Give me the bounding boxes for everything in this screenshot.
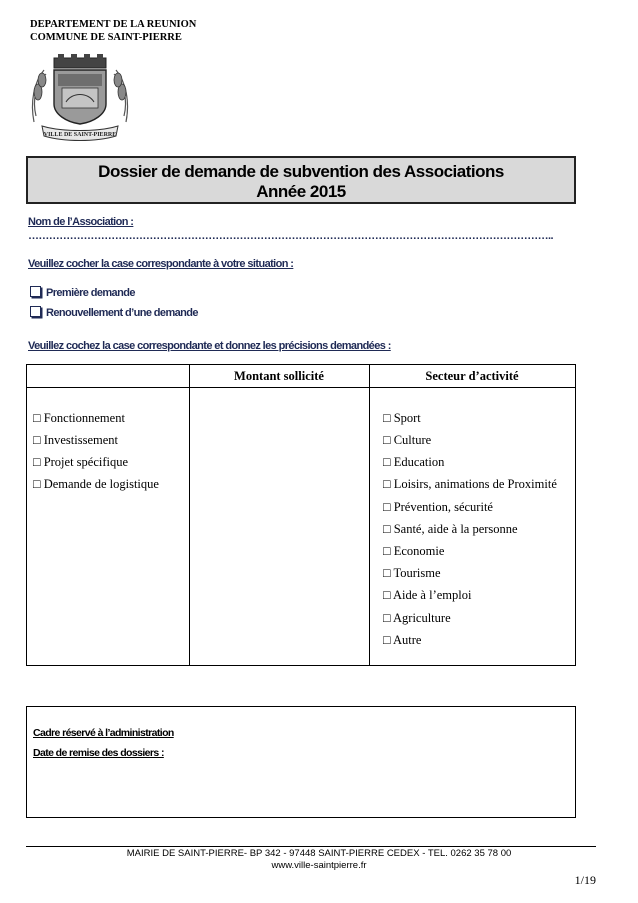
- sector-option[interactable]: [383, 522, 518, 537]
- checkbox-icon[interactable]: □: [383, 522, 391, 536]
- checkbox-icon[interactable]: □: [383, 455, 391, 469]
- sector-option[interactable]: [383, 611, 451, 626]
- sector-option-label: Sport: [393, 411, 421, 425]
- request-details-table: [26, 364, 576, 666]
- checkbox-icon[interactable]: □: [383, 500, 391, 514]
- sector-option-label: Tourisme: [393, 566, 441, 580]
- document-title-box: [26, 156, 576, 204]
- sector-option[interactable]: [383, 588, 471, 603]
- situation-instruction: Veuillez cocher la case correspondante à votre situation :: [28, 258, 294, 270]
- footer-website: www.ville-saintpierre.fr: [271, 860, 367, 871]
- checkbox-icon[interactable]: [30, 286, 41, 297]
- first-request-option[interactable]: [30, 286, 135, 299]
- amount-requested-field[interactable]: [189, 389, 369, 665]
- document-title: Dossier de demande de subvention des Associations: [98, 162, 504, 181]
- footer-address-block: [0, 848, 638, 872]
- page-number: 1/19: [574, 873, 596, 887]
- checkbox-icon[interactable]: □: [33, 411, 41, 425]
- table-header-divider: [27, 387, 575, 388]
- renewal-request-option[interactable]: [30, 306, 198, 319]
- sector-option-label: Santé, aide à la personne: [393, 522, 518, 536]
- checkbox-icon[interactable]: □: [383, 588, 391, 602]
- sector-option[interactable]: [383, 433, 431, 448]
- department-name: DEPARTEMENT DE LA REUNION: [30, 19, 197, 30]
- checkbox-icon[interactable]: □: [383, 411, 391, 425]
- admin-reserved-box: [26, 706, 576, 818]
- table-column-divider: [369, 365, 370, 665]
- checkbox-icon[interactable]: □: [383, 544, 391, 558]
- amount-column-header: Montant sollicité: [234, 369, 324, 383]
- sector-option[interactable]: [383, 411, 421, 426]
- sector-option[interactable]: [383, 455, 444, 470]
- type-option[interactable]: [33, 477, 159, 492]
- header-organization: [30, 18, 196, 44]
- sector-option-label: Economie: [393, 544, 445, 558]
- sector-option[interactable]: [383, 477, 557, 492]
- sector-option[interactable]: [383, 544, 444, 559]
- sector-option-label: Culture: [393, 433, 432, 447]
- checkbox-icon[interactable]: □: [383, 477, 391, 491]
- association-name-label: Nom de l’Association :: [28, 216, 134, 228]
- submission-date-label: Date de remise des dossiers :: [33, 747, 164, 759]
- footer-address: MAIRIE DE SAINT-PIERRE- BP 342 - 97448 SAINT-PIERRE CEDEX - TEL. 0262 35 78 00: [126, 848, 512, 859]
- sector-option-label: Loisirs, animations de Proximité: [393, 477, 557, 491]
- sector-option-label: Education: [393, 455, 445, 469]
- first-request-label: Première demande: [46, 287, 135, 299]
- sector-option-label: Agriculture: [393, 611, 451, 625]
- type-option[interactable]: [33, 411, 125, 426]
- details-instruction: Veuillez cochez la case correspondante et donnez les précisions demandées :: [28, 340, 391, 352]
- checkbox-icon[interactable]: □: [383, 566, 391, 580]
- checkbox-icon[interactable]: □: [33, 433, 41, 447]
- type-option[interactable]: [33, 455, 128, 470]
- city-crest-logo: [26, 52, 134, 144]
- type-option-label: Projet spécifique: [43, 455, 129, 469]
- sector-option-label: Autre: [393, 633, 422, 647]
- commune-name: COMMUNE DE SAINT-PIERRE: [30, 32, 182, 43]
- type-option-label: Fonctionnement: [43, 411, 125, 425]
- checkbox-icon[interactable]: □: [33, 477, 41, 491]
- checkbox-icon[interactable]: [30, 306, 41, 317]
- checkbox-icon[interactable]: □: [383, 611, 391, 625]
- document-year: Année 2015: [256, 182, 346, 201]
- admin-reserved-title: Cadre réservé à l’administration: [33, 727, 174, 739]
- sector-option[interactable]: [383, 566, 441, 581]
- association-name-field[interactable]: ……………………………………………………………………………………………………………………………………..: [28, 230, 553, 242]
- sector-option[interactable]: [383, 633, 421, 648]
- type-option-label: Investissement: [43, 433, 118, 447]
- checkbox-icon[interactable]: □: [383, 633, 391, 647]
- crest-ribbon-text: VILLE DE SAINT-PIERRE: [43, 132, 117, 138]
- sector-option[interactable]: [383, 500, 493, 515]
- checkbox-icon[interactable]: □: [383, 433, 391, 447]
- sector-column-header: Secteur d’activité: [425, 369, 519, 383]
- type-option-label: Demande de logistique: [43, 477, 159, 491]
- footer-divider: [26, 846, 596, 847]
- renewal-request-label: Renouvellement d’une demande: [46, 307, 198, 319]
- sector-option-label: Prévention, sécurité: [393, 500, 493, 514]
- sector-option-label: Aide à l’emploi: [393, 588, 472, 602]
- type-option[interactable]: [33, 433, 118, 448]
- checkbox-icon[interactable]: □: [33, 455, 41, 469]
